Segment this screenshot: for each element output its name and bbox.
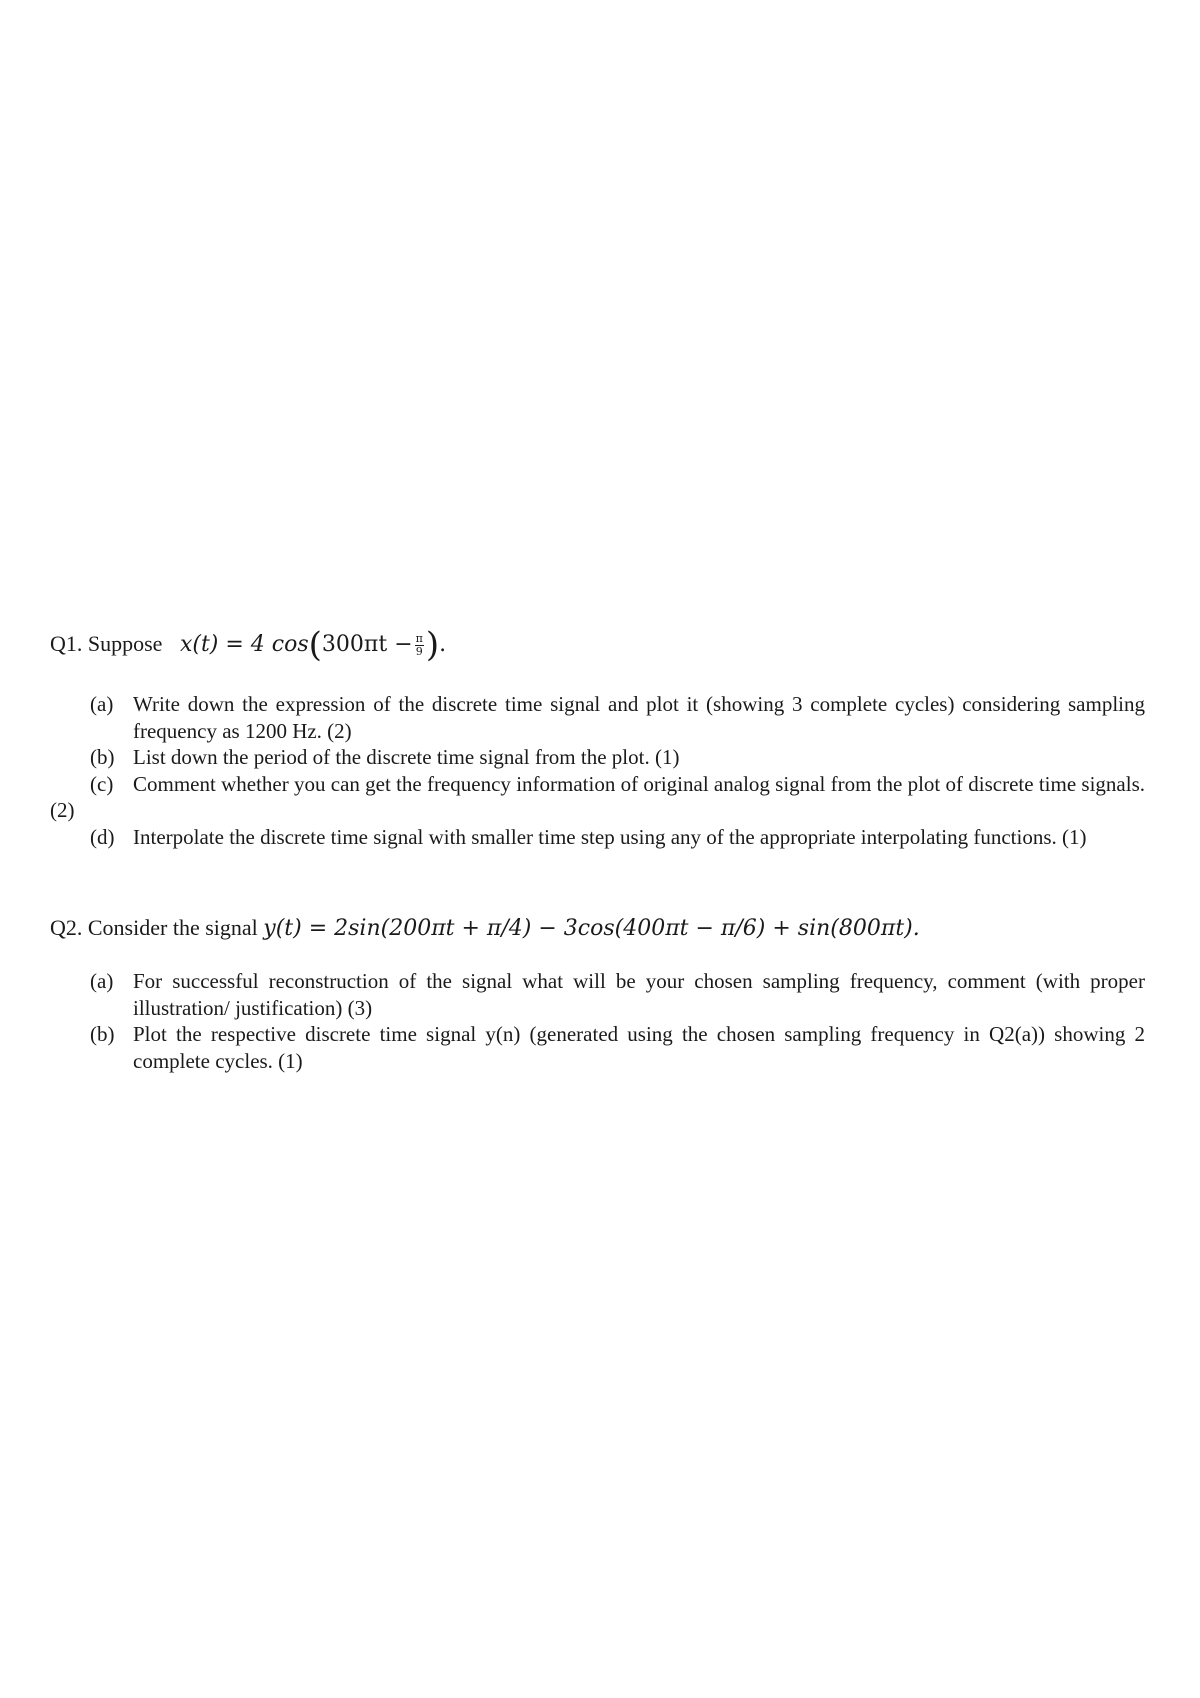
q1-equation-lhs: x(t) = 4 cos: [179, 632, 309, 657]
q2-parts-list: [50, 968, 1145, 1074]
q1-part-c: (c) Comment whether you can get the frequency information of original analog signal from the plot of discrete time signals. (2): [50, 771, 1145, 822]
part-text: List down the period of the discrete time signal from the plot. (1): [133, 745, 680, 769]
q1-part-d: [50, 824, 1145, 851]
part-marker: (b): [90, 745, 115, 769]
q2-equation: y(t) = 2sin(200πt + π/4) − 3cos(400πt − π/6) + sin(800πt).: [263, 916, 920, 941]
q1-part-a: [50, 691, 1145, 744]
part-marker: (a): [90, 692, 114, 716]
part-text: For successful reconstruction of the signal what will be your chosen sampling frequency, comment (with proper illustration/ justification) (3): [133, 969, 1145, 1020]
part-text: Plot the respective discrete time signal y(n) (generated using the chosen sampling frequency in Q2(a)) showing 2 complete cycles. (1): [133, 1022, 1145, 1073]
part-marker: (b): [90, 1022, 115, 1046]
q1-part-b: [50, 744, 1145, 771]
q1-equation: [179, 625, 447, 665]
part-marker: (d): [90, 824, 115, 849]
q2-part-b: [50, 1021, 1145, 1074]
q1-fraction-denominator: 9: [415, 644, 423, 658]
part-marker: (a): [90, 969, 114, 993]
q1-fraction-numerator: π: [415, 631, 423, 645]
part-text: Write down the expression of the discrete time signal and plot it (showing 3 complete cycles) considering sampling frequency as 1200 Hz. (2): [133, 692, 1145, 743]
q1-fraction: [415, 633, 424, 658]
q1-label: Q1. Suppose: [50, 631, 163, 656]
q1-heading: [50, 625, 447, 665]
q2-label: Q2. Consider the signal: [50, 915, 258, 940]
q1-equation-arg: 300πt −: [321, 632, 413, 657]
q1-equation-tail: .: [439, 632, 447, 657]
close-paren: ): [425, 625, 440, 665]
q2-part-a: [50, 968, 1145, 1021]
part-text: Comment whether you can get the frequency information of original analog signal from the plot of discrete time signals. (2): [50, 771, 1145, 822]
q2-heading: [50, 915, 920, 941]
q1-parts-list: [50, 691, 1145, 850]
open-paren: (: [308, 625, 322, 665]
part-text: Interpolate the discrete time signal with smaller time step using any of the appropriate interpolating functions. (1): [133, 824, 1087, 849]
